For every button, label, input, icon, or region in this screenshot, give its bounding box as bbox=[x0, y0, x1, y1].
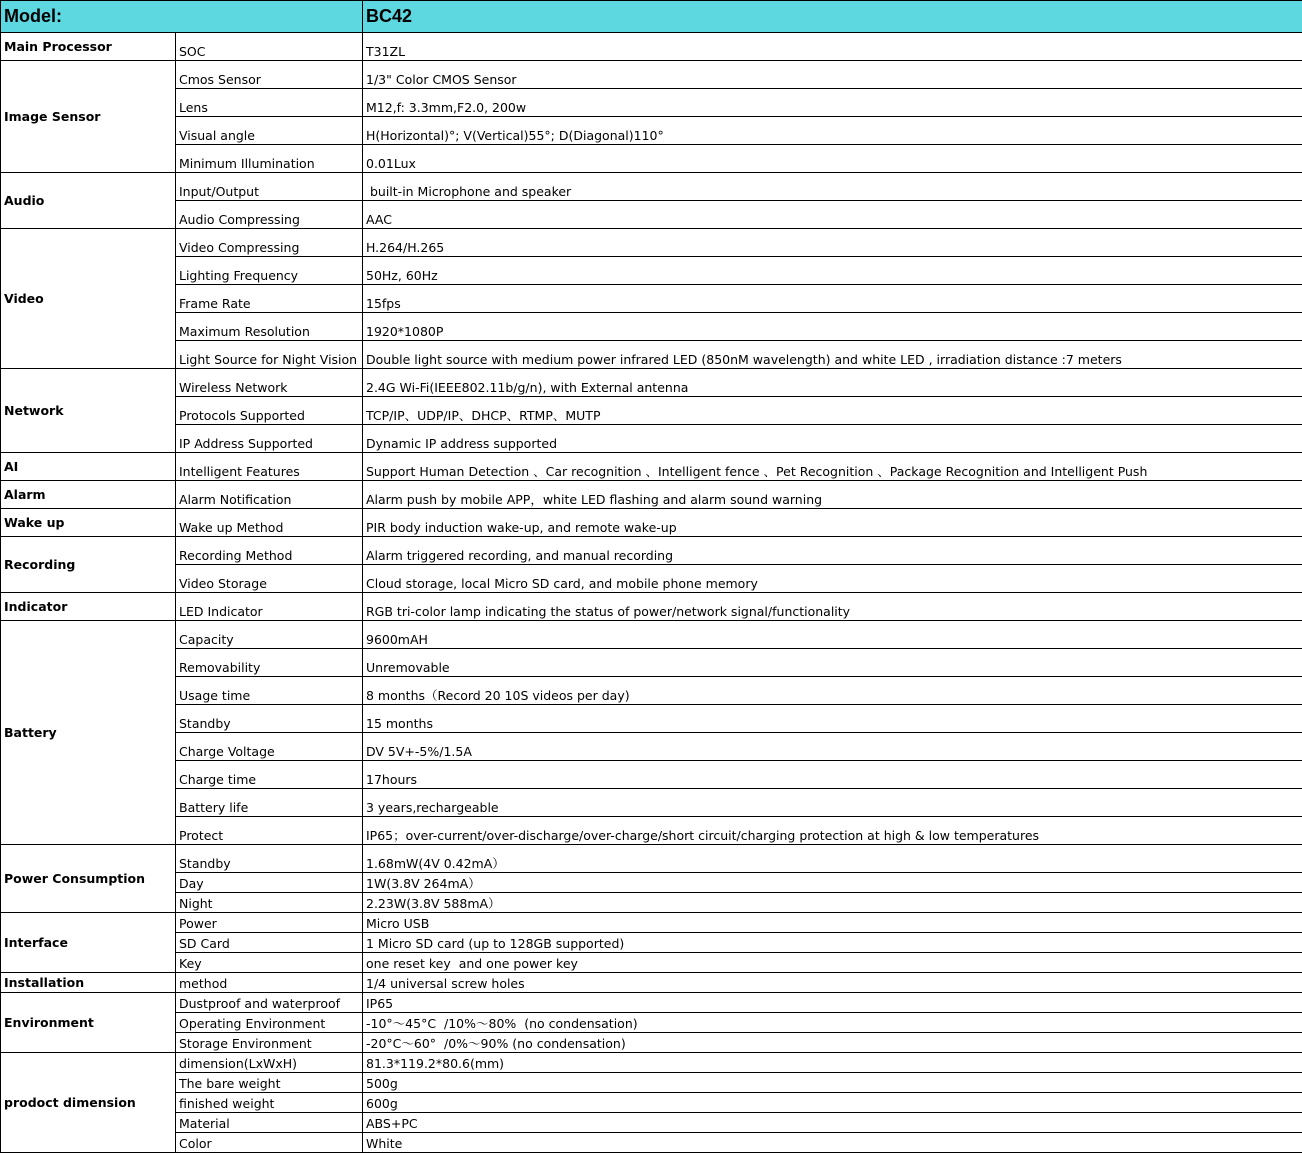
spec-value-cell: 1.68mW(4V 0.42mA） bbox=[363, 845, 1302, 873]
spec-row bbox=[1, 313, 1302, 341]
spec-name-cell: Frame Rate bbox=[176, 285, 363, 313]
spec-row bbox=[1, 1013, 1302, 1033]
spec-name-cell: finished weight bbox=[176, 1093, 363, 1113]
spec-row bbox=[1, 509, 1302, 537]
spec-row bbox=[1, 341, 1302, 369]
spec-value-cell: 600g bbox=[363, 1093, 1302, 1113]
spec-value-cell: 1W(3.8V 264mA） bbox=[363, 873, 1302, 893]
spec-value-cell: M12,f: 3.3mm,F2.0, 200w bbox=[363, 89, 1302, 117]
spec-value-cell: 3 years,rechargeable bbox=[363, 789, 1302, 817]
spec-row bbox=[1, 89, 1302, 117]
spec-value-cell: 2.23W(3.8V 588mA） bbox=[363, 893, 1302, 913]
spec-row bbox=[1, 913, 1302, 933]
spec-name-cell: Protect bbox=[176, 817, 363, 845]
spec-value-cell: 15 months bbox=[363, 705, 1302, 733]
spec-value-cell: 500g bbox=[363, 1073, 1302, 1093]
spec-row bbox=[1, 789, 1302, 817]
spec-name-cell: Removability bbox=[176, 649, 363, 677]
spec-row bbox=[1, 953, 1302, 973]
spec-row bbox=[1, 973, 1302, 993]
spec-value-cell: 0.01Lux bbox=[363, 145, 1302, 173]
spec-value-cell: Cloud storage, local Micro SD card, and mobile phone memory bbox=[363, 565, 1302, 593]
category-cell: Image Sensor bbox=[1, 61, 176, 173]
spec-name-cell: Capacity bbox=[176, 621, 363, 649]
spec-name-cell: Intelligent Features bbox=[176, 453, 363, 481]
spec-name-cell: Lighting Frequency bbox=[176, 257, 363, 285]
spec-row bbox=[1, 593, 1302, 621]
spec-value-cell: T31ZL bbox=[363, 33, 1302, 61]
spec-row bbox=[1, 893, 1302, 913]
spec-name-cell: Battery life bbox=[176, 789, 363, 817]
spec-row bbox=[1, 761, 1302, 789]
spec-name-cell: Video Storage bbox=[176, 565, 363, 593]
spec-value-cell: -20°C～60° /0%～90% (no condensation) bbox=[363, 1033, 1302, 1053]
spec-row bbox=[1, 1113, 1302, 1133]
spec-value-cell: Dynamic IP address supported bbox=[363, 425, 1302, 453]
spec-row bbox=[1, 173, 1302, 201]
spec-value-cell: H(Horizontal)°; V(Vertical)55°; D(Diagonal)110° bbox=[363, 117, 1302, 145]
spec-value-cell: 1/3" Color CMOS Sensor bbox=[363, 61, 1302, 89]
spec-name-cell: method bbox=[176, 973, 363, 993]
spec-name-cell: Video Compressing bbox=[176, 229, 363, 257]
spec-value-cell: Unremovable bbox=[363, 649, 1302, 677]
spec-row bbox=[1, 369, 1302, 397]
spec-value-cell: ABS+PC bbox=[363, 1113, 1302, 1133]
spec-value-cell: Alarm triggered recording, and manual recording bbox=[363, 537, 1302, 565]
spec-row bbox=[1, 933, 1302, 953]
spec-value-cell: AAC bbox=[363, 201, 1302, 229]
spec-value-cell: TCP/IP、UDP/IP、DHCP、RTMP、MUTP bbox=[363, 397, 1302, 425]
spec-name-cell: Lens bbox=[176, 89, 363, 117]
spec-name-cell: Wireless Network bbox=[176, 369, 363, 397]
category-cell: Wake up bbox=[1, 509, 176, 537]
category-cell: Indicator bbox=[1, 593, 176, 621]
spec-value-cell: built-in Microphone and speaker bbox=[363, 173, 1302, 201]
spec-name-cell: Charge time bbox=[176, 761, 363, 789]
spec-name-cell: Standby bbox=[176, 705, 363, 733]
spec-name-cell: The bare weight bbox=[176, 1073, 363, 1093]
spec-name-cell: Night bbox=[176, 893, 363, 913]
spec-value-cell: 1/4 universal screw holes bbox=[363, 973, 1302, 993]
spec-row bbox=[1, 677, 1302, 705]
spec-row bbox=[1, 817, 1302, 845]
spec-value-cell: Alarm push by mobile APP，white LED flashing and alarm sound warning bbox=[363, 481, 1302, 509]
spec-row bbox=[1, 229, 1302, 257]
category-cell: Environment bbox=[1, 993, 176, 1053]
category-cell: Recording bbox=[1, 537, 176, 593]
spec-value-cell: 9600mAH bbox=[363, 621, 1302, 649]
spec-name-cell: IP Address Supported bbox=[176, 425, 363, 453]
spec-value-cell: IP65；over-current/over-discharge/over-charge/short circuit/charging protection at high & low temperatures bbox=[363, 817, 1302, 845]
spec-row bbox=[1, 565, 1302, 593]
header-row bbox=[1, 1, 1302, 33]
spec-value-cell: Double light source with medium power infrared LED (850nM wavelength) and white LED , irradiation distance :7 meters bbox=[363, 341, 1302, 369]
spec-row bbox=[1, 145, 1302, 173]
spec-value-cell: 8 months（Record 20 10S videos per day) bbox=[363, 677, 1302, 705]
spec-value-cell: IP65 bbox=[363, 993, 1302, 1013]
spec-name-cell: Power bbox=[176, 913, 363, 933]
spec-name-cell: SD Card bbox=[176, 933, 363, 953]
spec-value-cell: 15fps bbox=[363, 285, 1302, 313]
spec-value-cell: Support Human Detection 、Car recognition 、Intelligent fence 、Pet Recognition 、Package Recognition and Intelligent Push bbox=[363, 453, 1302, 481]
spec-name-cell: Material bbox=[176, 1113, 363, 1133]
spec-name-cell: Operating Environment bbox=[176, 1013, 363, 1033]
spec-name-cell: Audio Compressing bbox=[176, 201, 363, 229]
spec-row bbox=[1, 33, 1302, 61]
spec-name-cell: Color bbox=[176, 1133, 363, 1153]
spec-name-cell: Maximum Resolution bbox=[176, 313, 363, 341]
category-cell: AI bbox=[1, 453, 176, 481]
spec-name-cell: Minimum Illumination bbox=[176, 145, 363, 173]
spec-name-cell: Protocols Supported bbox=[176, 397, 363, 425]
spec-name-cell: dimension(LxWxH) bbox=[176, 1053, 363, 1073]
spec-row bbox=[1, 873, 1302, 893]
category-cell: Alarm bbox=[1, 481, 176, 509]
spec-name-cell: Wake up Method bbox=[176, 509, 363, 537]
spec-value-cell: -10°～45°C /10%～80% (no condensation) bbox=[363, 1013, 1302, 1033]
spec-value-cell: Micro USB bbox=[363, 913, 1302, 933]
spec-row bbox=[1, 733, 1302, 761]
spec-name-cell: Day bbox=[176, 873, 363, 893]
spec-row bbox=[1, 61, 1302, 89]
category-cell: Main Processor bbox=[1, 33, 176, 61]
model-value: BC42 bbox=[363, 1, 1302, 33]
spec-row bbox=[1, 1033, 1302, 1053]
spec-name-cell: Key bbox=[176, 953, 363, 973]
spec-row bbox=[1, 481, 1302, 509]
spec-name-cell: Charge Voltage bbox=[176, 733, 363, 761]
category-cell: Video bbox=[1, 229, 176, 369]
spec-row bbox=[1, 705, 1302, 733]
category-cell: Interface bbox=[1, 913, 176, 973]
category-cell: Power Consumption bbox=[1, 845, 176, 913]
spec-name-cell: SOC bbox=[176, 33, 363, 61]
spec-row bbox=[1, 453, 1302, 481]
spec-name-cell: Storage Environment bbox=[176, 1033, 363, 1053]
spec-row bbox=[1, 117, 1302, 145]
spec-row bbox=[1, 845, 1302, 873]
spec-value-cell: 81.3*119.2*80.6(mm) bbox=[363, 1053, 1302, 1073]
spec-value-cell: 2.4G Wi-Fi(IEEE802.11b/g/n), with External antenna bbox=[363, 369, 1302, 397]
spec-row bbox=[1, 537, 1302, 565]
spec-name-cell: Recording Method bbox=[176, 537, 363, 565]
spec-value-cell: PIR body induction wake-up, and remote wake-up bbox=[363, 509, 1302, 537]
spec-value-cell: 1920*1080P bbox=[363, 313, 1302, 341]
spec-value-cell: 17hours bbox=[363, 761, 1302, 789]
spec-row bbox=[1, 993, 1302, 1013]
spec-name-cell: LED Indicator bbox=[176, 593, 363, 621]
spec-row bbox=[1, 1053, 1302, 1073]
spec-row bbox=[1, 621, 1302, 649]
spec-row bbox=[1, 649, 1302, 677]
spec-name-cell: Standby bbox=[176, 845, 363, 873]
spec-row bbox=[1, 397, 1302, 425]
spec-row bbox=[1, 1073, 1302, 1093]
spec-name-cell: Visual angle bbox=[176, 117, 363, 145]
spec-name-cell: Input/Output bbox=[176, 173, 363, 201]
spec-name-cell: Light Source for Night Vision bbox=[176, 341, 363, 369]
category-cell: Battery bbox=[1, 621, 176, 845]
spec-value-cell: RGB tri-color lamp indicating the status of power/network signal/functionality bbox=[363, 593, 1302, 621]
spec-value-cell: H.264/H.265 bbox=[363, 229, 1302, 257]
spec-value-cell: 1 Micro SD card (up to 128GB supported) bbox=[363, 933, 1302, 953]
spec-value-cell: White bbox=[363, 1133, 1302, 1153]
category-cell: Audio bbox=[1, 173, 176, 229]
spec-name-cell: Dustproof and waterproof bbox=[176, 993, 363, 1013]
spec-value-cell: 50Hz, 60Hz bbox=[363, 257, 1302, 285]
spec-row bbox=[1, 425, 1302, 453]
spec-name-cell: Cmos Sensor bbox=[176, 61, 363, 89]
spec-name-cell: Alarm Notification bbox=[176, 481, 363, 509]
spec-table-body bbox=[1, 1, 1302, 1153]
spec-value-cell: one reset key and one power key bbox=[363, 953, 1302, 973]
spec-value-cell: DV 5V+-5%/1.5A bbox=[363, 733, 1302, 761]
spec-row bbox=[1, 1133, 1302, 1153]
category-cell: Installation bbox=[1, 973, 176, 993]
spec-row bbox=[1, 257, 1302, 285]
category-cell: prodoct dimension bbox=[1, 1053, 176, 1153]
spec-row bbox=[1, 285, 1302, 313]
model-label: Model: bbox=[1, 1, 363, 33]
category-cell: Network bbox=[1, 369, 176, 453]
spec-name-cell: Usage time bbox=[176, 677, 363, 705]
spec-row bbox=[1, 1093, 1302, 1113]
spec-row bbox=[1, 201, 1302, 229]
